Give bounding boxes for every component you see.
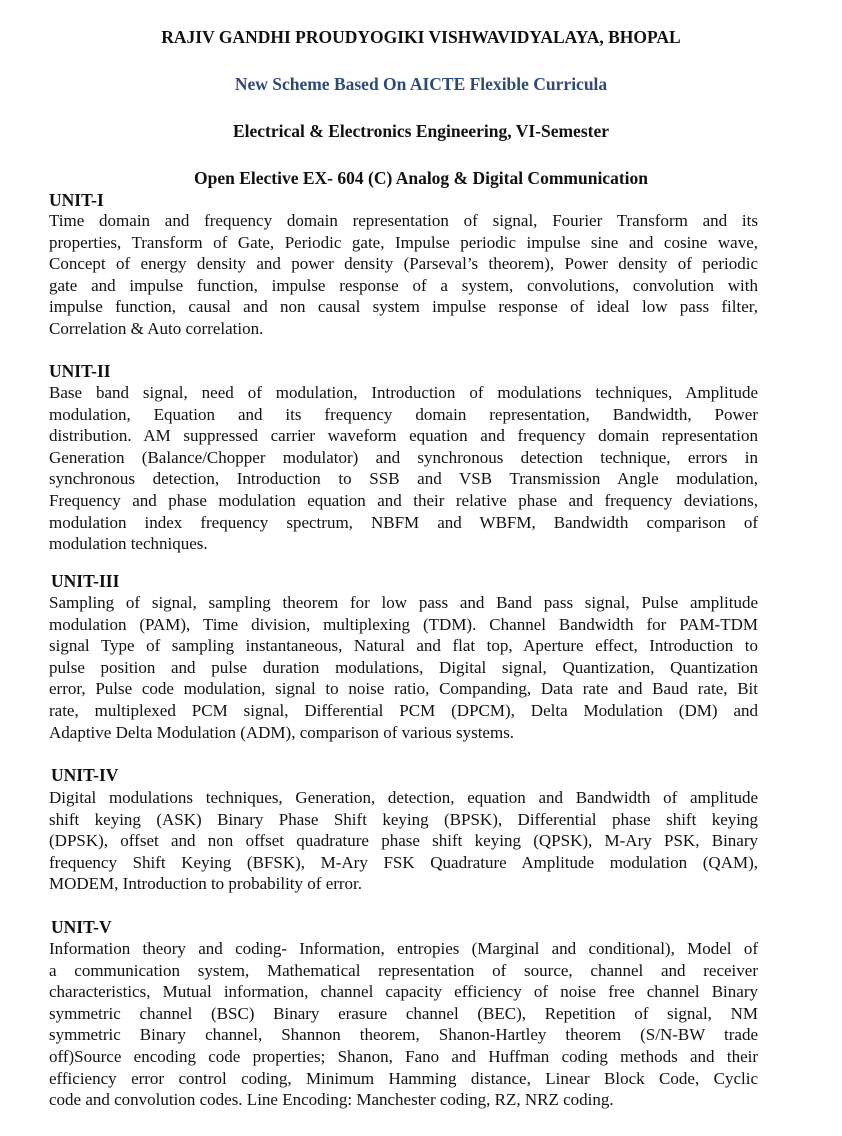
syllabus-line: synchronous detection, Introduction to SSB and VSB Transmission Angle modulation,	[49, 469, 758, 489]
course-title: Open Elective EX- 604 (C) Analog & Digital Communication	[193, 168, 648, 188]
department-semester-heading: Electrical & Electronics Engineering, VI-Semester	[232, 121, 609, 141]
syllabus-line: Base band signal, need of modulation, Introduction of modulations techniques, Amplitude	[49, 383, 758, 402]
syllabus-line: gate and impulse function, impulse response of a system, convolutions, convolution with	[49, 275, 758, 295]
syllabus-line: off)Source encoding code properties; Shanon, Fano and Huffman coding methods and their	[49, 1046, 758, 1066]
unit-syllabus-text	[49, 787, 758, 895]
syllabus-line: characteristics, Mutual information, channel capacity efficiency of noise free channel Binary	[49, 982, 758, 1002]
syllabus-line: properties, Transform of Gate, Periodic gate, Impulse periodic impulse sine and cosine wave,	[49, 232, 758, 252]
syllabus-line: Time domain and frequency domain representation of signal, Fourier Transform and its	[49, 211, 758, 230]
syllabus-line: symmetric Binary channel, Shannon theorem, Shanon-Hartley theorem (S/N-BW trade	[49, 1025, 758, 1045]
syllabus-line: error, Pulse code modulation, signal to noise ratio, Companding, Data rate and Baud rate, Bit	[49, 679, 758, 699]
syllabus-line: Concept of energy density and power density (Parseval’s theorem), Power density of periodic	[49, 254, 758, 274]
syllabus-line: MODEM, Introduction to probability of error.	[49, 874, 363, 894]
syllabus-line: a communication system, Mathematical representation of source, channel and receiver	[49, 960, 758, 980]
syllabus-line: shift keying (ASK) Binary Phase Shift keying (BPSK), Differential phase shift keying	[49, 809, 758, 829]
syllabus-line: Generation (Balance/Chopper modulator) and synchronous detection technique, errors in	[49, 447, 758, 467]
unit-syllabus-text	[49, 592, 758, 743]
unit-heading: UNIT-I	[49, 190, 104, 210]
syllabus-line: modulation, Equation and its frequency domain representation, Bandwidth, Power	[49, 404, 758, 424]
syllabus-line: modulation index frequency spectrum, NBFM and WBFM, Bandwidth comparison of	[49, 512, 758, 532]
syllabus-line: Correlation & Auto correlation.	[49, 318, 264, 338]
syllabus-line: distribution. AM suppressed carrier waveform equation and frequency domain representation	[49, 426, 758, 446]
syllabus-line: rate, multiplexed PCM signal, Differential PCM (DPCM), Delta Modulation (DM) and	[49, 700, 758, 720]
unit-syllabus-text	[49, 382, 758, 555]
unit-heading: UNIT-III	[51, 571, 120, 591]
syllabus-line: frequency Shift Keying (BFSK), M-Ary FSK Quadrature Amplitude modulation (QAM),	[49, 852, 758, 872]
unit-heading: UNIT-II	[49, 361, 111, 381]
unit-heading: UNIT-V	[51, 917, 112, 937]
syllabus-line: modulation (PAM), Time division, multiplexing (TDM). Channel Bandwidth for PAM-TDM	[49, 614, 758, 634]
syllabus-line: impulse function, causal and non causal system impulse response of ideal low pass filter,	[49, 297, 758, 317]
syllabus-line: symmetric channel (BSC) Binary erasure channel (BEC), Repetition of signal, NM	[49, 1003, 758, 1023]
syllabus-line: pulse position and pulse duration modulations, Digital signal, Quantization, Quantization	[49, 657, 758, 677]
university-title: RAJIV GANDHI PROUDYOGIKI VISHWAVIDYALAYA, BHOPAL	[161, 27, 681, 47]
syllabus-line: modulation techniques.	[49, 534, 208, 554]
syllabus-line: Sampling of signal, sampling theorem for low pass and Band pass signal, Pulse amplitude	[49, 593, 758, 612]
syllabus-line: Information theory and coding- Information, entropies (Marginal and conditional), Model of	[49, 939, 758, 958]
syllabus-line: efficiency error control coding, Minimum Hamming distance, Linear Block Code, Cyclic	[49, 1068, 758, 1088]
syllabus-line: Digital modulations techniques, Generation, detection, equation and Bandwidth of amplitude	[49, 788, 758, 807]
syllabus-line: Frequency and phase modulation equation and their relative phase and frequency deviations,	[49, 490, 758, 510]
syllabus-line: signal Type of sampling instantaneous, Natural and flat top, Aperture effect, Introduction to	[49, 636, 758, 656]
unit-syllabus-text	[49, 210, 758, 340]
syllabus-line: (DPSK), offset and non offset quadrature phase shift keying (QPSK), M-Ary PSK, Binary	[49, 831, 758, 851]
unit-heading: UNIT-IV	[51, 765, 119, 785]
unit-syllabus-text	[49, 938, 758, 1111]
syllabus-line: code and convolution codes. Line Encoding: Manchester coding, RZ, NRZ coding.	[49, 1090, 614, 1110]
scheme-subtitle: New Scheme Based On AICTE Flexible Curricula	[234, 74, 608, 94]
syllabus-line: Adaptive Delta Modulation (ADM), comparison of various systems.	[49, 722, 515, 742]
